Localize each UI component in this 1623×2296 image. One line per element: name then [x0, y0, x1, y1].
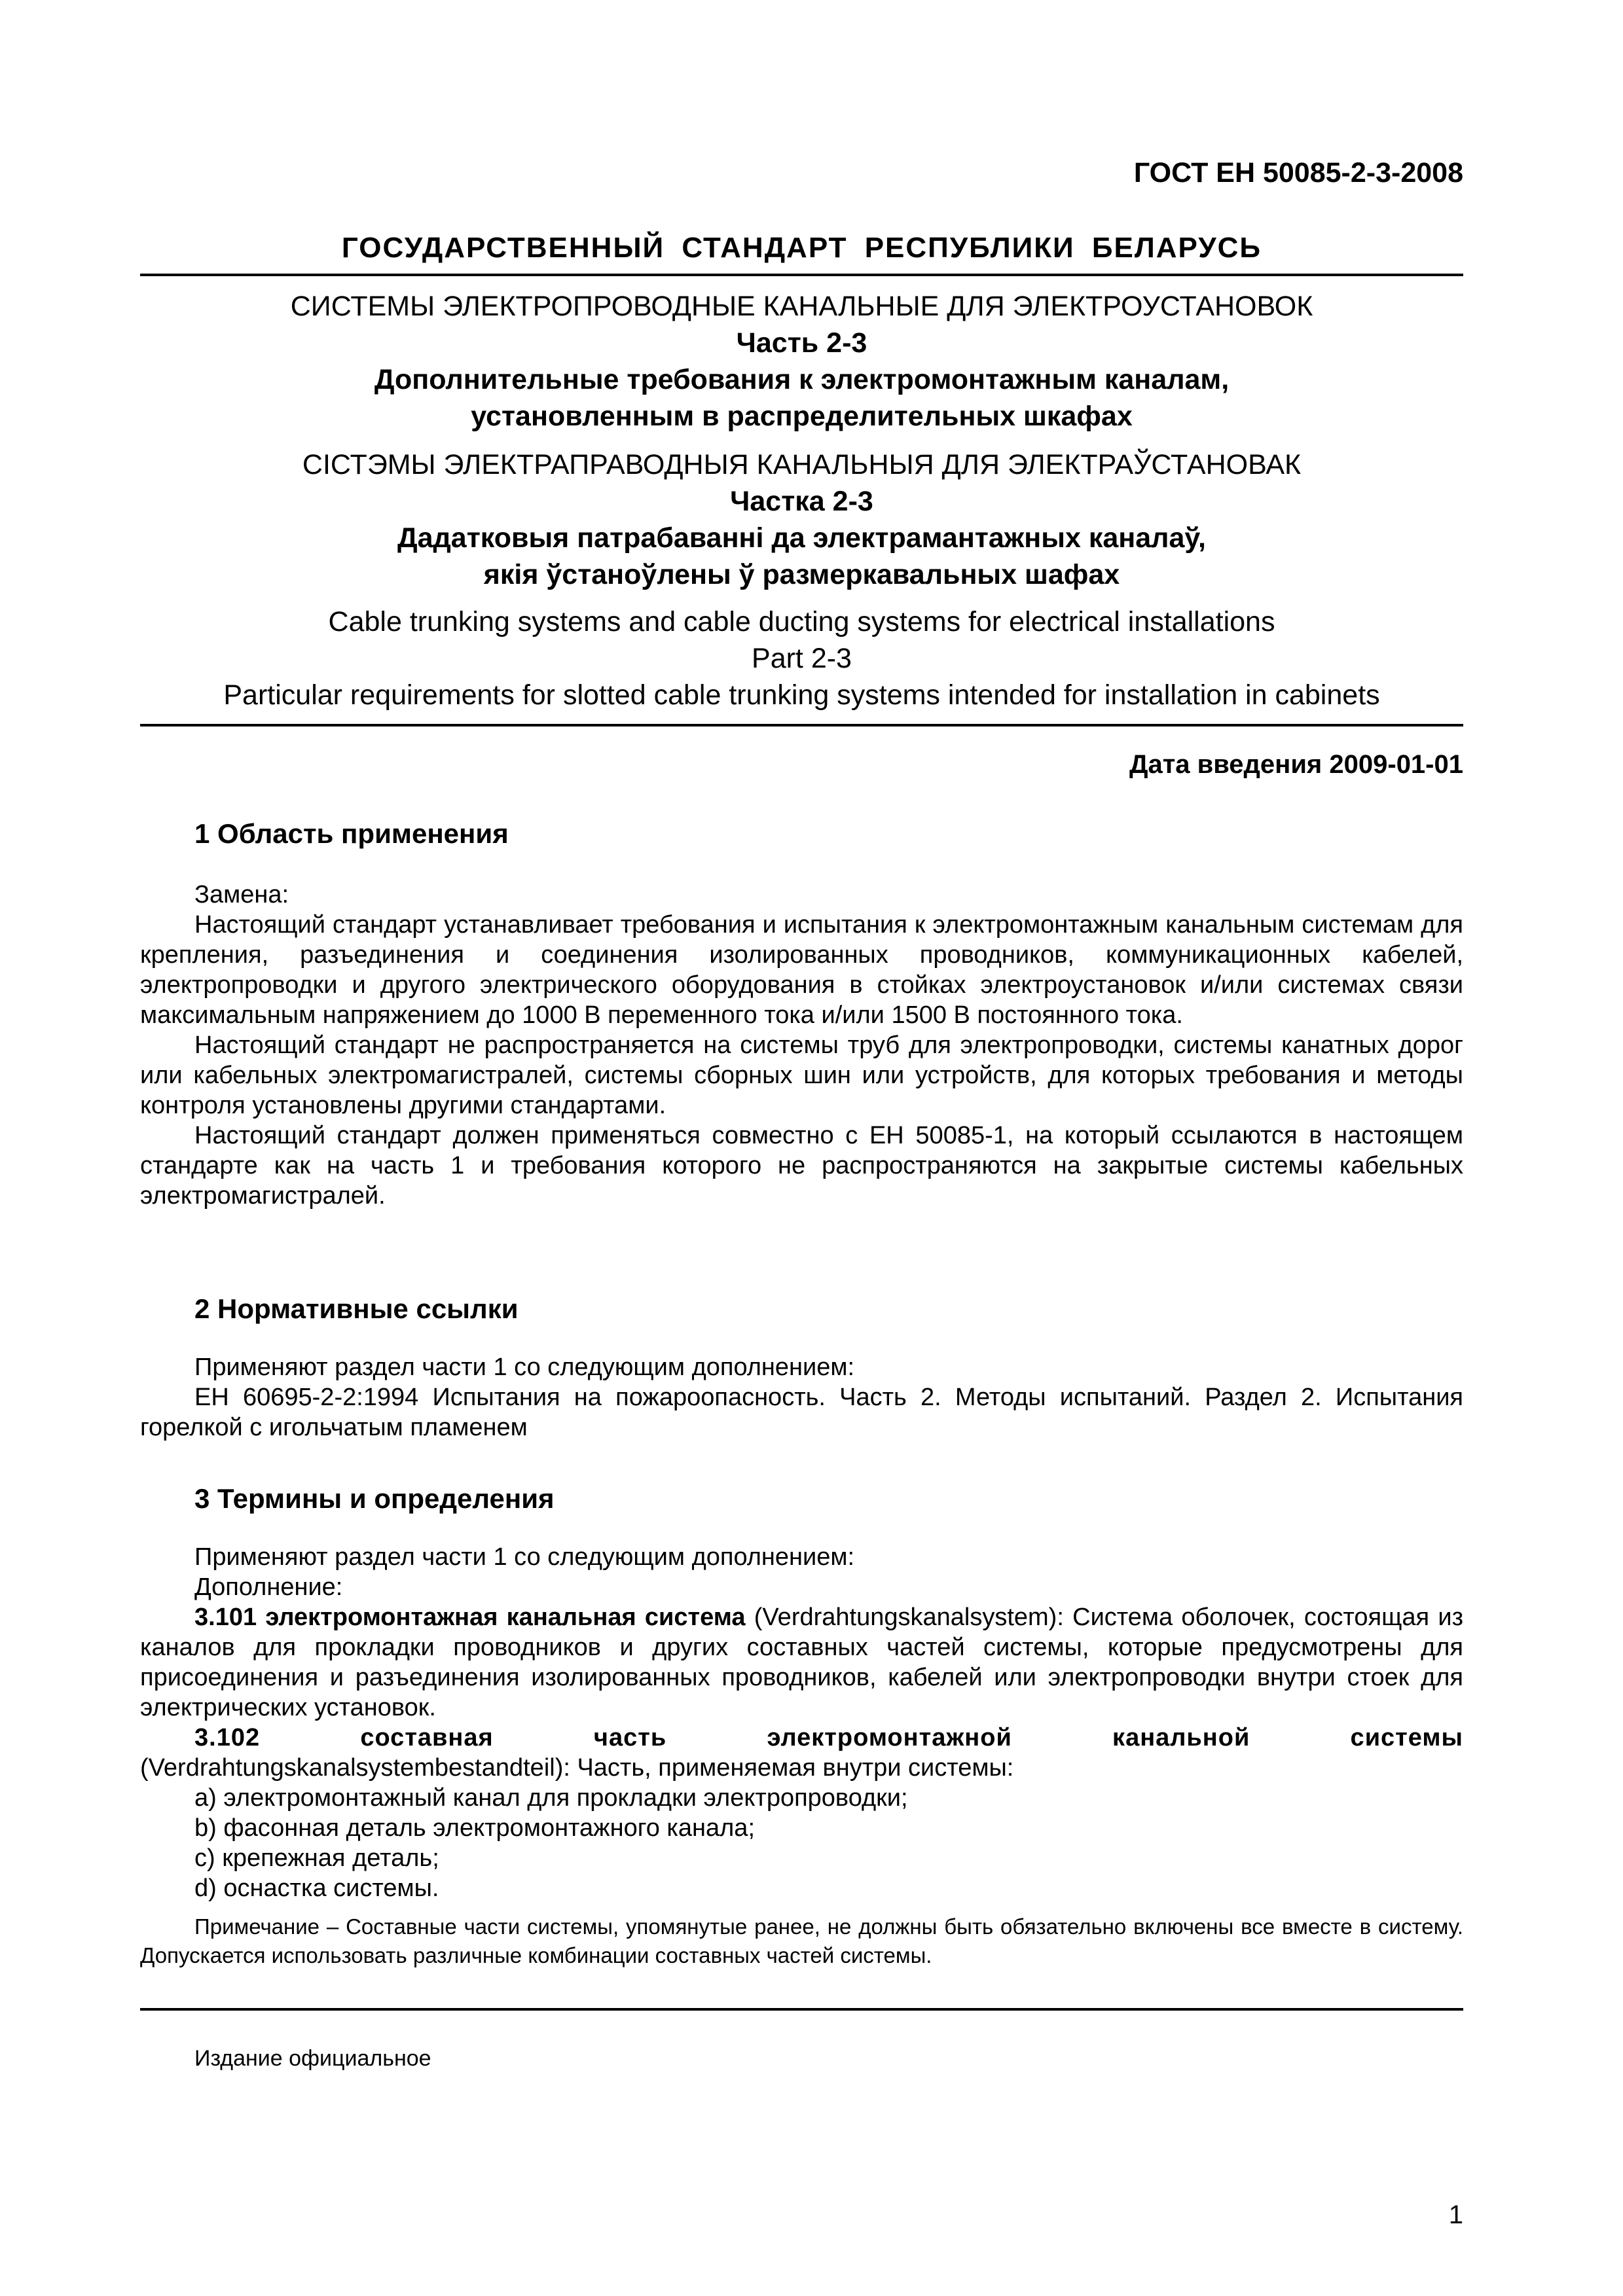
- section-3-body: [140, 1542, 1463, 1903]
- definition-3-102-term: 3.102 составная часть электромонтажной канальной системы: [194, 1724, 1463, 1751]
- note-text: Примечание – Составные части системы, упомянутые ранее, не должны быть обязательно включены все вместе в систему. Допускается использовать различные комбинации составных частей системы.: [140, 1914, 1463, 1967]
- title-ru-part: Часть 2-3: [736, 327, 867, 359]
- section-1-body: [140, 880, 1463, 1211]
- header-divider: [140, 274, 1463, 276]
- section-2-body: [140, 1352, 1463, 1443]
- official-edition: Издание официальное: [194, 2046, 431, 2071]
- gost-number: ГОСТ ЕН 50085-2-3-2008: [1133, 157, 1463, 188]
- section-1-paragraph-2: Настоящий стандарт не распространяется на системы труб для электропроводки, системы канатных дорог или кабельных электромагистралей, системы сборных шин или устройств, для которых требования и методы контроля установлены другими стандартами.: [140, 1031, 1463, 1119]
- title-en-line-1: Cable trunking systems and cable ducting systems for electrical installations: [328, 606, 1275, 637]
- section-1-heading: 1 Область применения: [194, 818, 509, 849]
- definition-3-102: [140, 1723, 1463, 1783]
- state-standard-title: ГОСУДАРСТВЕННЫЙ СТАНДАРТ РЕСПУБЛИКИ БЕЛАРУСЬ: [341, 232, 1262, 264]
- title-ru-line-4: установленным в распределительных шкафах: [471, 401, 1133, 432]
- definition-3-101-text: (Verdrahtungskanalsystem): Система оболочек, состоящая из каналов для прокладки проводников и других составных частей системы, которые предусмотрены для присоединения и разъединения изолированных проводников, кабелей или электропроводки внутри стоек для электрических установок.: [140, 1604, 1463, 1721]
- section-2-paragraph-1: Применяют раздел части 1 со следующим дополнением:: [194, 1354, 855, 1381]
- definition-3-101: [140, 1602, 1463, 1723]
- section-3-heading: 3 Термины и определения: [194, 1483, 555, 1514]
- list-item-c: c) крепежная деталь;: [194, 1844, 439, 1872]
- title-belarusian: [140, 446, 1463, 593]
- title-ru-line-1: СИСТЕМЫ ЭЛЕКТРОПРОВОДНЫЕ КАНАЛЬНЫЕ ДЛЯ ЭЛЕКТРОУСТАНОВОК: [290, 291, 1313, 322]
- title-by-line-3: Дадатковыя патрабаванні да электрамантажных каналаў,: [397, 522, 1207, 554]
- section-1-paragraph-3: Настоящий стандарт должен применяться совместно с ЕН 50085-1, на который ссылаются в настоящем стандарте как на часть 1 и требования которого не распространяются на закрытые системы кабельных электромагистралей.: [140, 1122, 1463, 1210]
- title-en-part: Part 2-3: [752, 643, 852, 674]
- section-1-paragraph-1: Настоящий стандарт устанавливает требования и испытания к электромонтажным канальным системам для крепления, разъединения и соединения изолированных проводников, коммуникационных кабелей, электропроводки и другого электрического оборудования в стойках электроустановок и/или системах связи максимальным напряжением до 1000 В переменного тока и/или 1500 В постоянного тока.: [140, 911, 1463, 1029]
- section-2-heading: 2 Нормативные ссылки: [194, 1293, 519, 1324]
- section-3-addition: Дополнение:: [194, 1573, 343, 1601]
- title-english: [140, 603, 1463, 713]
- page-number: 1: [1448, 2200, 1463, 2229]
- title-divider: [140, 724, 1463, 726]
- section-1-replace: Замена:: [194, 881, 289, 908]
- title-russian: [140, 288, 1463, 435]
- title-by-line-1: СІСТЭМЫ ЭЛЕКТРАПРАВОДНЫЯ КАНАЛЬНЫЯ ДЛЯ ЭЛЕКТРАЎСТАНОВАК: [302, 449, 1302, 480]
- introduction-date: Дата введения 2009-01-01: [1129, 750, 1463, 779]
- section-3-paragraph-1: Применяют раздел части 1 со следующим дополнением:: [194, 1543, 855, 1571]
- list-item-a: a) электромонтажный канал для прокладки электропроводки;: [194, 1784, 908, 1812]
- list-item-d: d) оснастка системы.: [194, 1874, 439, 1902]
- list-item-b: b) фасонная деталь электромонтажного канала;: [194, 1814, 756, 1842]
- definition-3-102-text: (Verdrahtungskanalsystembestandteil): Часть, применяемая внутри системы:: [140, 1754, 1014, 1782]
- definition-3-101-term: 3.101 электромонтажная канальная система: [194, 1604, 746, 1631]
- title-ru-line-3: Дополнительные требования к электромонтажным каналам,: [374, 364, 1230, 395]
- section-2-reference: ЕН 60695-2-2:1994 Испытания на пожароопасность. Часть 2. Методы испытаний. Раздел 2. Испытания горелкой с игольчатым пламенем: [140, 1384, 1463, 1441]
- title-by-part: Частка 2-3: [730, 486, 873, 517]
- section-3-note: [140, 1912, 1463, 1970]
- title-en-line-3: Particular requirements for slotted cable trunking systems intended for installation in cabinets: [223, 679, 1380, 711]
- footer-divider: [140, 2008, 1463, 2011]
- title-by-line-4: якія ўстаноўлены ў размеркавальных шафах: [483, 559, 1120, 590]
